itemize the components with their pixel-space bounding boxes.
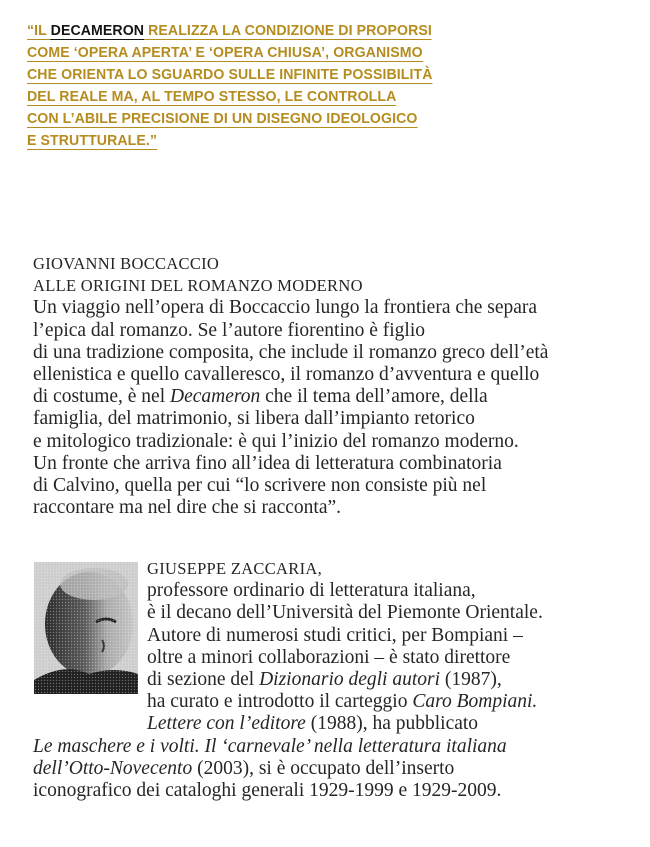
text: (1987),	[440, 669, 502, 691]
author-name: GIUSEPPE ZACCARIA,	[147, 559, 323, 578]
quote-line	[27, 64, 492, 86]
description-line: famiglia, del matrimonio, si libera dall’impianto retorico	[33, 408, 475, 430]
description-line: di Calvino, quella per cui “lo scrivere non consiste più nel	[33, 475, 487, 497]
text: di costume, è nel	[33, 386, 171, 408]
bio-line	[33, 669, 633, 691]
pull-quote	[27, 20, 492, 152]
title-italic: Le maschere e i volti. Il ‘carnevale’ nella letteratura italiana	[33, 735, 507, 757]
bio-line	[33, 691, 633, 713]
bio-line: oltre a minori collaborazioni – è stato direttore	[147, 646, 511, 668]
book-title: ALLE ORIGINI DEL ROMANZO MODERNO	[33, 276, 363, 296]
bio-line	[33, 758, 633, 780]
description-line: di una tradizione composita, che include il romanzo greco dell’età	[33, 341, 549, 363]
title-italic: Caro Bompiani.	[412, 691, 538, 713]
text: ha curato e introdotto il carteggio	[147, 691, 413, 713]
title-italic: Lettere con l’editore	[147, 713, 306, 735]
bio-line: Autore di numerosi studi critici, per Bompiani –	[147, 624, 523, 646]
text: (2003), si è occupato dell’inserto	[192, 757, 455, 779]
bio-line	[33, 713, 633, 735]
title-italic: Dizionario degli autori	[259, 669, 441, 691]
quote-text: CHE ORIENTA LO SGUARDO SULLE INFINITE POSSIBILITÀ	[27, 66, 433, 83]
description-line: ellenistica e quello cavalleresco, il romanzo d’avventura e quello	[33, 364, 540, 386]
title-italic: dell’Otto-Novecento	[33, 757, 193, 779]
quote-text: CON L’ABILE PRECISIONE DI UN DISEGNO IDEOLOGICO	[27, 110, 418, 127]
quote-text: E STRUTTURALE.”	[27, 132, 158, 149]
author-bio	[33, 558, 633, 802]
bio-line	[33, 736, 633, 758]
book-author: GIOVANNI BOCCACCIO	[33, 254, 220, 273]
quote-text: COME ‘OPERA APERTA’ E ‘OPERA CHIUSA’, ORGANISMO	[27, 44, 423, 61]
bio-line: è il decano dell’Università del Piemonte Orientale.	[147, 602, 543, 624]
quote-line	[27, 20, 492, 42]
quote-line	[27, 42, 492, 64]
description-line: Un viaggio nell’opera di Boccaccio lungo la frontiera che separa	[33, 297, 538, 319]
quote-line	[27, 108, 492, 130]
text: che il tema dell’amore, della	[260, 386, 488, 408]
description-line: raccontare ma nel dire che si racconta”.	[33, 497, 342, 519]
quote-text: DEL REALE MA, AL TEMPO STESSO, LE CONTROLLA	[27, 88, 397, 105]
book-description	[33, 253, 633, 519]
description-line: e mitologico tradizionale: è qui l’inizio del romanzo moderno.	[33, 430, 519, 452]
title-italic: Decameron	[170, 386, 261, 408]
text: di sezione del	[147, 669, 260, 691]
description-line	[33, 386, 633, 408]
description-line: Un fronte che arriva fino all’idea di letteratura combinatoria	[33, 452, 502, 474]
text: (1988), ha pubblicato	[305, 713, 479, 735]
quote-line	[27, 130, 492, 152]
quote-line	[27, 86, 492, 108]
quote-title-decameron: DECAMERON	[50, 22, 145, 39]
quote-text: “IL	[27, 22, 51, 39]
bio-line: professore ordinario di letteratura italiana,	[147, 580, 476, 602]
description-line: l’epica dal romanzo. Se l’autore fiorentino è figlio	[33, 319, 426, 341]
quote-text: REALIZZA LA CONDIZIONE DI PROPORSI	[144, 22, 432, 39]
bio-line: iconografico dei cataloghi generali 1929-1999 e 1929-2009.	[33, 780, 502, 802]
